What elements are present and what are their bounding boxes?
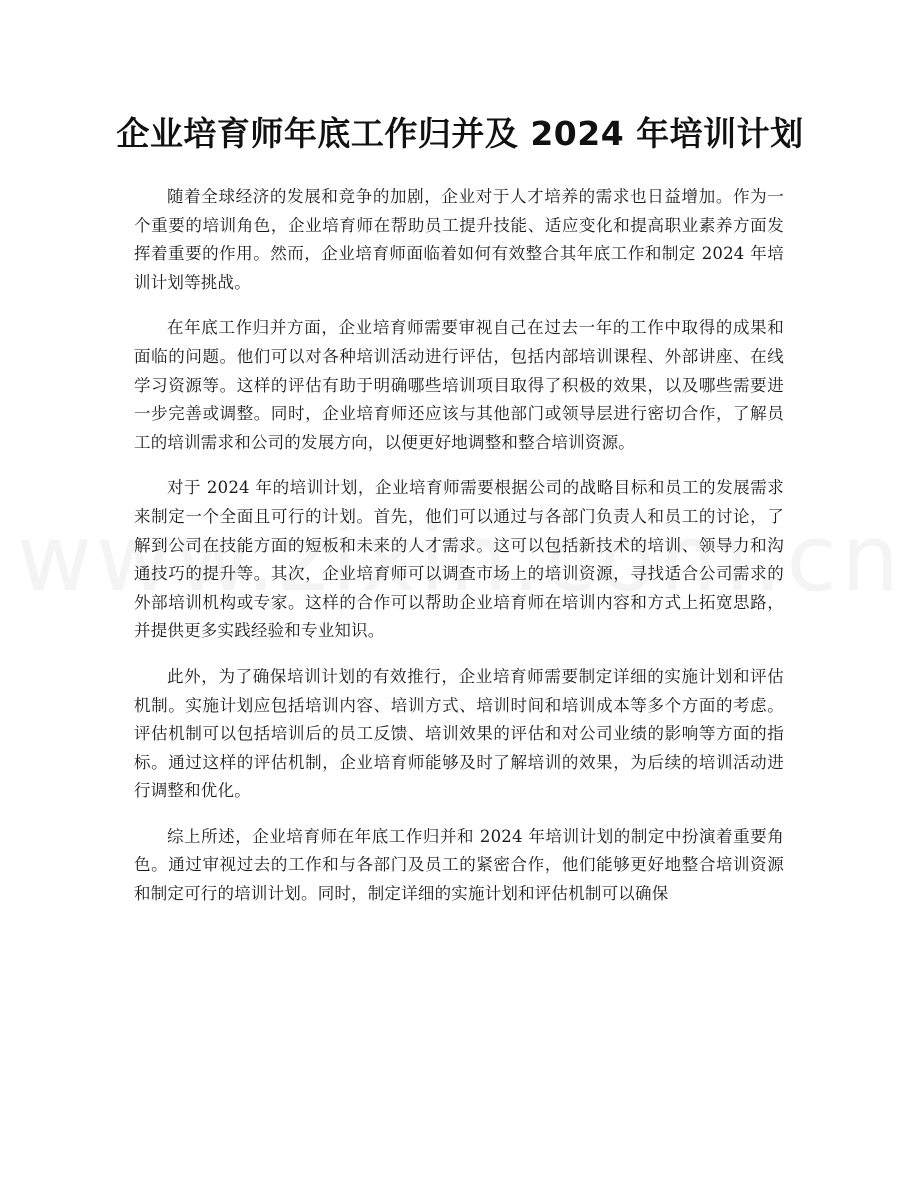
document-title: 企业培育师年底工作归并及 2024 年培训计划 [116, 114, 804, 153]
paragraph-summary: 综上所述，企业培育师在年底工作归并和 2024 年培训计划的制定中扮演着重要角色。通过审视过去的工作和与各部门及员工的紧密合作，他们能够更好地整合培训资源和制定可行的培训计划。同时，制定详细的实施计划和评估机制可以确保 [134, 826, 784, 904]
paragraph-intro: 随着全球经济的发展和竞争的加剧，企业对于人才培养的需求也日益增加。作为一个重要的培训角色，企业培育师在帮助员工提升技能、适应变化和提高职业素养方面发挥着重要的作用。然而，企业培育师面临着如何有效整合其年底工作和制定 2024 年培训计划等挑战。 [134, 187, 784, 292]
paragraph-year-end-review: 在年底工作归并方面，企业培育师需要审视自己在过去一年的工作中取得的成果和面临的问题。他们可以对各种培训活动进行评估，包括内部培训课程、外部讲座、在线学习资源等。这样的评估有助于明确哪些培训项目取得了积极的效果，以及哪些需要进一步完善或调整。同时，企业培育师还应该与其他部门或领导层进行密切合作，了解员工的培训需求和公司的发展方向，以便更好地调整和整合培训资源。 [134, 318, 784, 452]
paragraph-2024-plan: 对于 2024 年的培训计划，企业培育师需要根据公司的战略目标和员工的发展需求来制定一个全面且可行的计划。首先，他们可以通过与各部门负责人和员工的讨论，了解到公司在技能方面的短板和未来的人才需求。这可以包括新技术的培训、领导力和沟通技巧的提升等。其次，企业培育师可以调查市场上的培训资源，寻找适合公司需求的外部培训机构或专家。这样的合作可以帮助企业培育师在培训内容和方式上拓宽思路，并提供更多实践经验和专业知识。 [134, 478, 784, 641]
document-body [134, 183, 784, 926]
paragraph-implementation: 此外，为了确保培训计划的有效推行，企业培育师需要制定详细的实施计划和评估机制。实施计划应包括培训内容、培训方式、培训时间和培训成本等多个方面的考虑。评估机制可以包括培训后的员工反馈、培训效果的评估和对公司业绩的影响等方面的指标。通过这样的评估机制，企业培育师能够及时了解培训的效果，为后续的培训活动进行调整和优化。 [134, 666, 784, 801]
